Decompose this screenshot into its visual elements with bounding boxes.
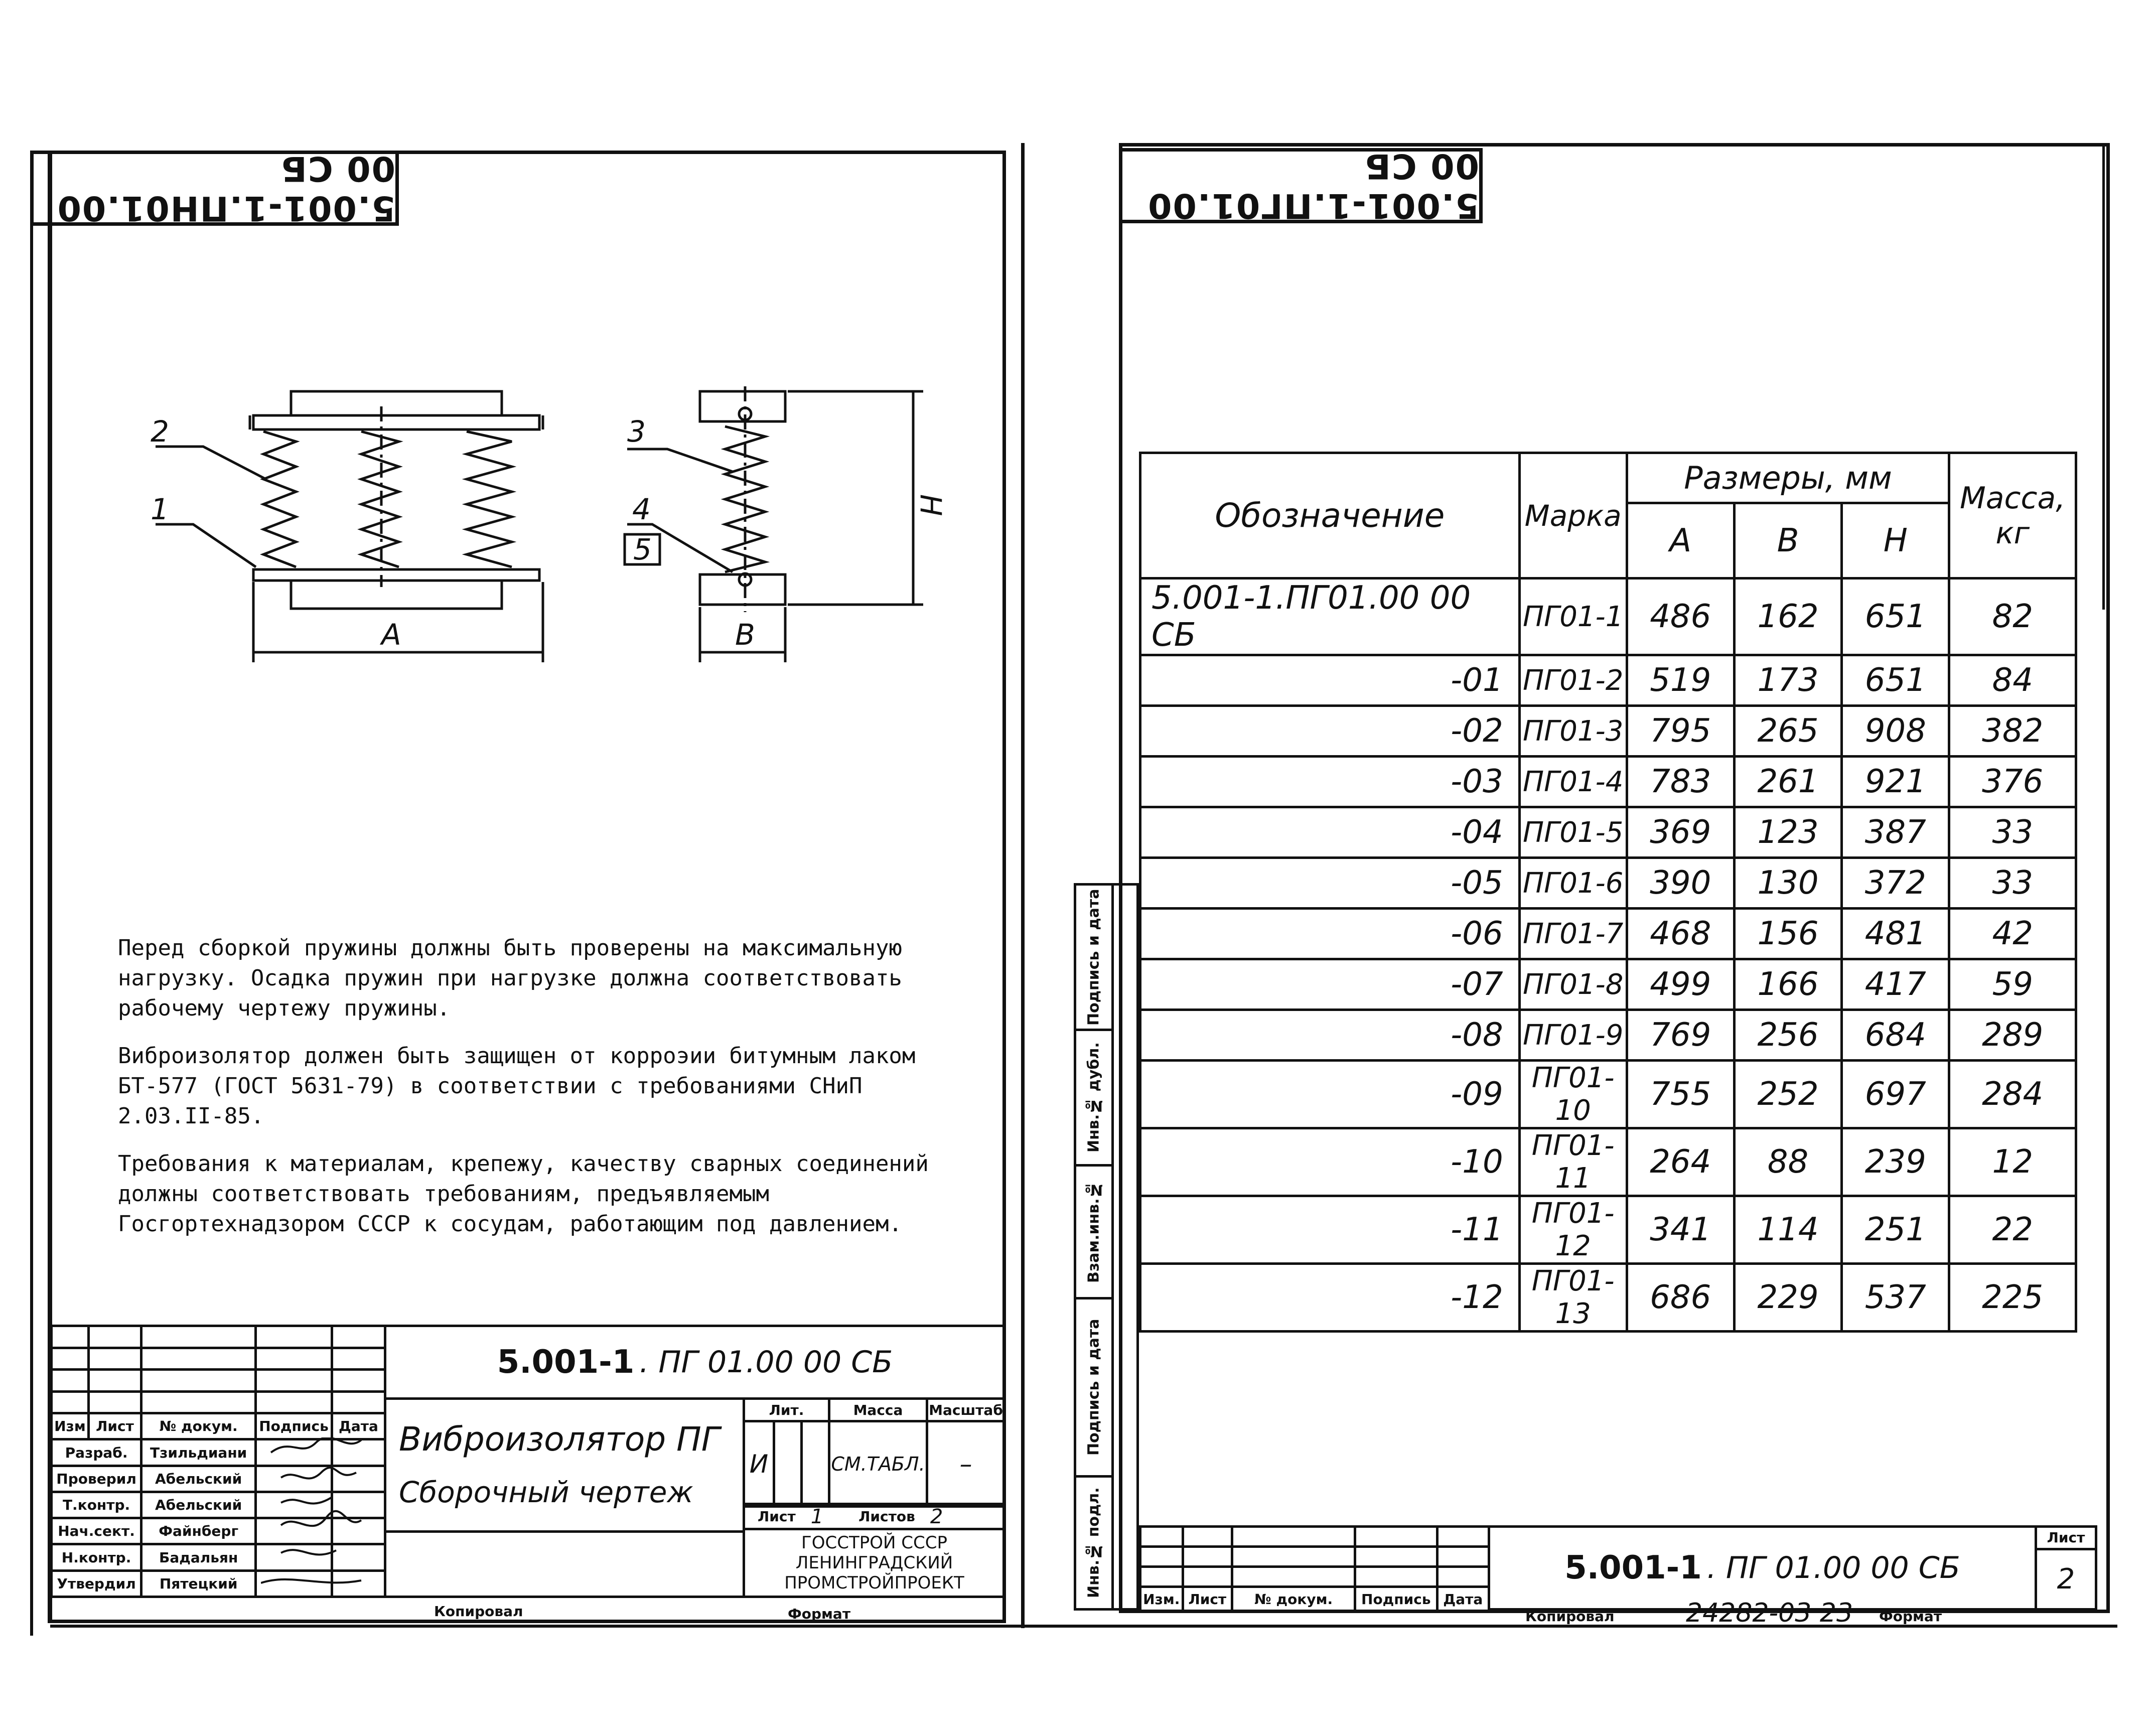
spec-cell-designation: -01: [1140, 655, 1520, 706]
callout-3: 3: [627, 414, 646, 449]
spec-cell-designation: -12: [1140, 1264, 1520, 1332]
spec-cell-size-a: 783: [1627, 757, 1734, 807]
assembly-drawing: [120, 371, 953, 682]
left-code-bold: 5.001-1: [497, 1344, 635, 1381]
spec-cell-size-a: 468: [1627, 909, 1734, 959]
spec-row: [1140, 858, 2076, 909]
spec-row: [1140, 706, 2076, 757]
right-sheet-number-cell: Лист 2: [2035, 1525, 2097, 1611]
left-title-block: [50, 1325, 1006, 1598]
left-title-cell: [384, 1397, 745, 1533]
role-row: Разраб. Тзильдиани: [52, 1439, 385, 1466]
spec-row: [1140, 757, 2076, 807]
spec-cell-size-b: 265: [1734, 706, 1841, 757]
label-a: A: [381, 618, 401, 652]
front-bottom-plate: [253, 569, 539, 581]
spec-cell-designation: -05: [1140, 858, 1520, 909]
spec-cell-size-h: 239: [1842, 1128, 1949, 1196]
organization-cell: [743, 1528, 1006, 1598]
spec-cell-designation: -02: [1140, 706, 1520, 757]
spec-cell-mass: 59: [1949, 959, 2076, 1010]
spec-cell-size-h: 251: [1842, 1196, 1949, 1264]
spec-cell-size-a: 369: [1627, 807, 1734, 858]
spec-cell-designation: -11: [1140, 1196, 1520, 1264]
side-bottom-plate: [700, 574, 785, 605]
spec-cell-mark: ПГ01-4: [1519, 757, 1627, 807]
label-h: H: [914, 494, 948, 516]
spec-cell-size-a: 486: [1627, 579, 1734, 655]
spec-cell-mark: ПГ01-13: [1519, 1264, 1627, 1332]
header-designation: Обозначение: [1140, 453, 1520, 579]
spring-left: [263, 431, 296, 567]
note-1: Перед сборкой пружины должны быть проверены на максимальную нагрузку. Осадка пружин при нагрузке должна соответствовать рабочему чертежу пружины.: [118, 935, 902, 1021]
side-label-sign-date-2: Подпись и дата: [1074, 1297, 1114, 1478]
spec-cell-mass: 84: [1949, 655, 2076, 706]
callout-2: 2: [151, 414, 169, 449]
spec-cell-size-h: 908: [1842, 706, 1949, 757]
spec-cell-size-h: 537: [1842, 1264, 1949, 1332]
left-blank-cell: [384, 1530, 745, 1598]
spec-cell-size-b: 261: [1734, 757, 1841, 807]
spec-cell-mass: 225: [1949, 1264, 2076, 1332]
spec-cell-designation: -03: [1140, 757, 1520, 807]
spec-row: [1140, 1264, 2076, 1332]
left-copied-label: Копировал: [434, 1603, 523, 1620]
spec-cell-mass: 289: [1949, 1010, 2076, 1061]
right-header-row: Изм. Лист № докум. Подпись Дата: [1140, 1587, 1489, 1612]
left-header-row: Изм Лист № докум. Подпись Дата: [52, 1413, 385, 1439]
spec-cell-mass: 33: [1949, 807, 2076, 858]
left-outer-edge: [30, 151, 33, 1636]
spec-cell-mark: ПГ01-7: [1519, 909, 1627, 959]
spec-cell-designation: -06: [1140, 909, 1520, 959]
spring-right: [467, 431, 512, 567]
sheet-count-row: Лист 1 Листов 2: [743, 1503, 1006, 1530]
callout-4: 4: [632, 492, 651, 526]
spec-cell-size-b: 114: [1734, 1196, 1841, 1264]
side-label-sign-date-1: Подпись и дата: [1074, 883, 1114, 1031]
spec-cell-mark: ПГ01-11: [1519, 1128, 1627, 1196]
spec-cell-size-b: 173: [1734, 655, 1841, 706]
spec-header-row-1: [1140, 453, 2076, 503]
spec-cell-size-a: 755: [1627, 1061, 1734, 1128]
spec-cell-mark: ПГ01-9: [1519, 1010, 1627, 1061]
right-code-rest: . ПГ 01.00 00 СБ: [1706, 1550, 1960, 1585]
org-line-2: ЛЕНИНГРАДСКИЙ: [795, 1553, 953, 1573]
callout-5: 5: [633, 532, 652, 566]
spec-cell-size-b: 123: [1734, 807, 1841, 858]
spec-cell-mark: ПГ01-6: [1519, 858, 1627, 909]
spec-cell-size-b: 88: [1734, 1128, 1841, 1196]
note-3: Требования к материалам, крепежу, качеству сварных соединений должны соответствовать требованиям, предъявляемым Госгортехнадзором СССР к сосудам, работающим под давлением.: [118, 1151, 929, 1237]
spec-cell-designation: -09: [1140, 1061, 1520, 1128]
role-row: Нач.сект. Файнберг: [52, 1518, 385, 1544]
side-label-inv-podl: Инв.№ подл.: [1074, 1475, 1114, 1611]
spec-cell-mass: 382: [1949, 706, 2076, 757]
drawing-subtitle: Сборочный чертеж: [399, 1475, 693, 1509]
side-strip: [1111, 883, 1139, 1611]
spec-row: [1140, 1128, 2076, 1196]
role-row: Утвердил Пятецкий: [52, 1570, 385, 1597]
spec-cell-size-a: 686: [1627, 1264, 1734, 1332]
spec-table: [1139, 452, 2077, 1333]
spec-row: [1140, 959, 2076, 1010]
org-line-1: ГОССТРОЙ СССР: [801, 1533, 947, 1553]
left-code-rest: . ПГ 01.00 00 СБ: [639, 1345, 893, 1380]
role-row: Т.контр. Абельский: [52, 1492, 385, 1518]
spec-cell-mass: 284: [1949, 1061, 2076, 1128]
spec-cell-size-a: 769: [1627, 1010, 1734, 1061]
spec-cell-size-b: 229: [1734, 1264, 1841, 1332]
spec-cell-mass: 33: [1949, 858, 2076, 909]
spec-body: [1140, 579, 2076, 1332]
front-top-cap: [291, 391, 502, 415]
header-mark: Марка: [1519, 453, 1627, 579]
role-row: Проверил Абельский: [52, 1466, 385, 1492]
spec-cell-mark: ПГ01-10: [1519, 1061, 1627, 1128]
front-top-plate: [253, 415, 539, 429]
spec-cell-size-h: 697: [1842, 1061, 1949, 1128]
role-row: Н.контр. Бадальян: [52, 1544, 385, 1570]
front-bottom-base: [291, 581, 502, 609]
spec-cell-size-h: 651: [1842, 655, 1949, 706]
spec-cell-mass: 12: [1949, 1128, 2076, 1196]
spec-cell-designation: 5.001-1.ПГ01.00 00 СБ: [1140, 579, 1520, 655]
spec-cell-size-b: 162: [1734, 579, 1841, 655]
sheet-divider: [1021, 143, 1025, 1628]
spec-cell-size-a: 264: [1627, 1128, 1734, 1196]
header-h: Н: [1842, 503, 1949, 579]
drawing-title: Виброизолятор ПГ: [399, 1420, 720, 1459]
side-label-inv-dubl: Инв.№ дубл.: [1074, 1029, 1114, 1167]
side-top-plate: [700, 391, 785, 421]
label-b: B: [735, 618, 755, 652]
spec-cell-designation: -10: [1140, 1128, 1520, 1196]
spec-cell-size-h: 372: [1842, 858, 1949, 909]
lit-mass-scale: Лит. Масса Масштаб И СМ.ТАБЛ. –: [743, 1397, 1006, 1508]
spec-cell-size-a: 341: [1627, 1196, 1734, 1264]
spec-cell-mark: ПГ01-2: [1519, 655, 1627, 706]
left-code-cell: [384, 1325, 1006, 1400]
spec-cell-size-a: 795: [1627, 706, 1734, 757]
spec-cell-mark: ПГ01-1: [1519, 579, 1627, 655]
spec-cell-mark: ПГ01-8: [1519, 959, 1627, 1010]
spec-cell-size-h: 921: [1842, 757, 1949, 807]
right-signature-grid: [1139, 1525, 1490, 1613]
spec-cell-size-a: 519: [1627, 655, 1734, 706]
spec-cell-size-b: 156: [1734, 909, 1841, 959]
header-mass: Масса, кг: [1949, 453, 2076, 579]
spec-row: [1140, 579, 2076, 655]
note-2: Виброизолятор должен быть защищен от корроэии битумным лаком БТ-577 (ГОСТ 5631-79) в соответствии с требованиями СНиП 2.03.II-85.: [118, 1043, 916, 1129]
spec-cell-size-h: 481: [1842, 909, 1949, 959]
spec-cell-mark: ПГ01-12: [1519, 1196, 1627, 1264]
spec-cell-mass: 82: [1949, 579, 2076, 655]
side-label-vzam-inv: Взам.инв.№: [1074, 1164, 1114, 1299]
header-b: В: [1734, 503, 1841, 579]
spec-cell-size-h: 387: [1842, 807, 1949, 858]
spec-row: [1140, 807, 2076, 858]
spec-cell-mark: ПГ01-5: [1519, 807, 1627, 858]
right-top-stamp: 5.001-1.ПГ01.00 00 СБ: [1119, 148, 1483, 223]
header-a: А: [1627, 503, 1734, 579]
org-line-3: ПРОМСТРОЙПРОЕКТ: [784, 1573, 964, 1593]
spec-row: [1140, 1196, 2076, 1264]
spec-row: [1140, 655, 2076, 706]
spec-cell-designation: -07: [1140, 959, 1520, 1010]
spec-cell-designation: -08: [1140, 1010, 1520, 1061]
spec-cell-size-b: 256: [1734, 1010, 1841, 1061]
right-code-bold: 5.001-1: [1564, 1549, 1702, 1586]
left-format-label: Формат: [788, 1606, 851, 1622]
spec-row: [1140, 1061, 2076, 1128]
right-title-block: [1139, 1525, 2105, 1611]
spec-cell-mass: 42: [1949, 909, 2076, 959]
signatures: [261, 1437, 391, 1598]
spec-cell-size-a: 499: [1627, 959, 1734, 1010]
right-format-label: Формат: [1879, 1608, 1942, 1625]
spec-cell-size-h: 417: [1842, 959, 1949, 1010]
right-outer-edge: [2102, 143, 2105, 610]
spec-cell-size-b: 130: [1734, 858, 1841, 909]
header-sizes: Размеры, мм: [1627, 453, 1949, 503]
spec-cell-size-h: 684: [1842, 1010, 1949, 1061]
spec-cell-mass: 22: [1949, 1196, 2076, 1264]
spec-cell-designation: -04: [1140, 807, 1520, 858]
callout-1: 1: [151, 492, 169, 526]
spec-cell-mass: 376: [1949, 757, 2076, 807]
spec-cell-size-b: 166: [1734, 959, 1841, 1010]
spec-cell-size-h: 651: [1842, 579, 1949, 655]
spec-cell-size-b: 252: [1734, 1061, 1841, 1128]
archive-number: 24282-03 23: [1686, 1598, 1853, 1628]
spec-row: [1140, 1010, 2076, 1061]
spec-row: [1140, 909, 2076, 959]
right-copied-label: Копировал: [1525, 1608, 1615, 1625]
spec-cell-size-a: 390: [1627, 858, 1734, 909]
spec-cell-mark: ПГ01-3: [1519, 706, 1627, 757]
left-top-stamp: 5.001-1.ПН01.00 00 СБ: [30, 151, 399, 226]
